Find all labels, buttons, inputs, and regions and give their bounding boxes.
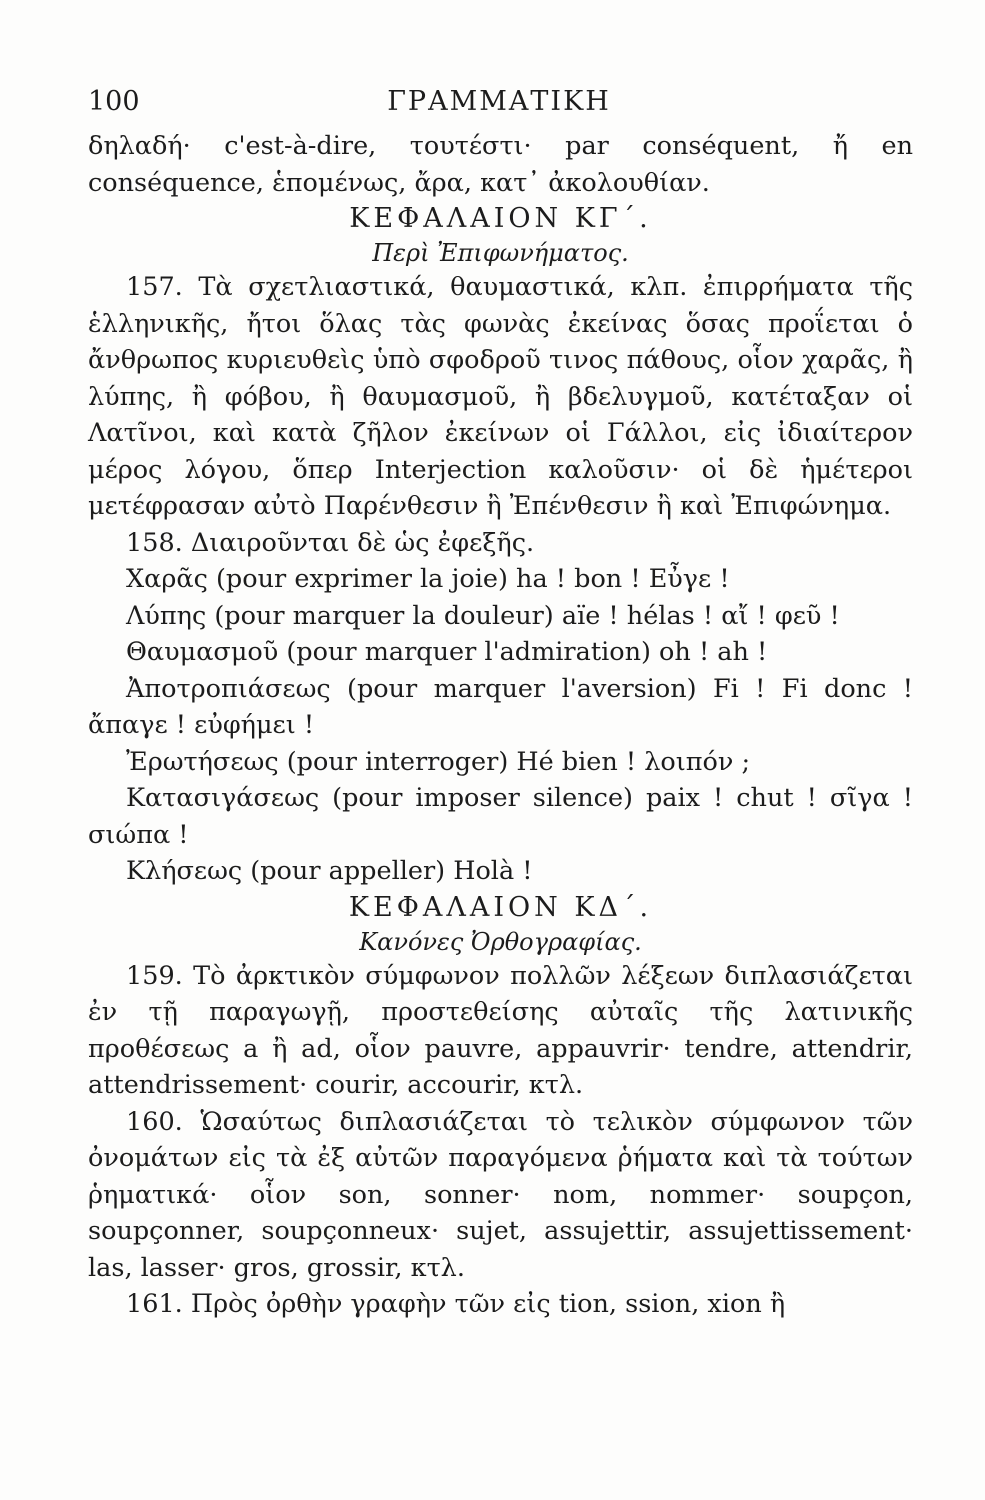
paragraph-157: 157. Τὰ σχετλιαστικά, θαυμαστικά, κλπ. ἐπιρρήματα τῆς ἑλληνικῆς, ἤτοι ὅλας τὰς φωνὰς ἐκείνας ὅσας προΐεται ὁ ἄνθρωπος κυριευθεὶς ὑπὸ σφοδροῦ τινος πάθους, οἷον χαρᾶς, ἢ λύπης, ἢ φόβου, ἢ θαυμασμοῦ, ἢ βδελυγμοῦ, κατέταξαν οἱ Λατῖνοι, καὶ κατὰ ζῆλον ἐκείνων οἱ Γάλλοι, εἰς ἰδιαίτερον μέρος λόγου, ὅπερ Interjection καλοῦσιν· οἱ δὲ ἡμέτεροι μετέφρασαν αὐτὸ Παρένθεσιν ἢ Ἐπένθεσιν ἢ καὶ Ἐπιφώνημα.	[88, 272, 913, 521]
chapter-subtitle: Κανόνες Ὀρθογραφίας.	[359, 927, 642, 956]
chapter-title: ΚΕΦΑΛΑΙΟΝ ΚΔ΄.	[348, 891, 653, 923]
interjection-silence: Κατασιγάσεως (pour imposer silence) paix ! chut ! σῖγα ! σιώπα !	[88, 783, 913, 850]
paragraph-161: 161. Πρὸς ὀρθὴν γραφὴν τῶν εἰς tion, ssion, xion ἢ	[126, 1289, 786, 1319]
page-number: 100	[88, 86, 140, 117]
paragraph-159: 159. Τὸ ἀρκτικὸν σύμφωνον πολλῶν λέξεων διπλασιάζεται ἐν τῇ παραγωγῇ, προστεθείσης αὐταῖς τῆς λατινικῆς προθέσεως a ἢ ad, οἷον pauvre, appauvrir· tendre, attendrir, attendrissement· courir, accourir, κτλ.	[88, 960, 913, 1100]
page-body	[88, 128, 913, 1323]
paragraph-160: 160. Ὡσαύτως διπλασιάζεται τὸ τελικὸν σύμφωνον τῶν ὀνομάτων εἰς τὰ ἐξ αὐτῶν παραγόμενα ῥήματα καὶ τὰ τούτων ῥηματικά· οἷον son, sonner· nom, nommer· soupçon, soupçonner, soupçonneux· sujet, assujettir, assujettissement· las, lasser· gros, grossir, κτλ.	[88, 1106, 913, 1283]
interjection-call: Κλήσεως (pour appeller) Holà !	[126, 856, 533, 886]
interjection-question: Ἐρωτήσεως (pour interroger) Hé bien ! λοιπόν ;	[126, 746, 751, 777]
interjection-pain: Λύπης (pour marquer la douleur) aïe ! hélas ! αἴ ! φεῦ !	[126, 600, 840, 631]
interjection-admiration: Θαυμασμοῦ (pour marquer l'admiration) oh ! ah !	[126, 637, 768, 667]
page-header	[88, 86, 910, 126]
interjection-joy: Χαρᾶς (pour exprimer la joie) ha ! bon ! Εὖγε !	[126, 564, 730, 594]
chapter-subtitle: Περὶ Ἐπιφωνήματος.	[372, 239, 629, 267]
chapter-title: ΚΕΦΑΛΑΙΟΝ ΚΓ΄.	[349, 203, 652, 234]
running-title: ΓΡΑΜΜΑΤΙΚΗ	[387, 86, 611, 117]
interjection-aversion: Ἀποτροπιάσεως (pour marquer l'aversion) Fi ! Fi donc ! ἄπαγε ! εὐφήμει !	[88, 673, 913, 740]
paragraph-158: 158. Διαιροῦνται δὲ ὡς ἐφεξῆς.	[126, 527, 535, 558]
intro-paragraph: δηλαδή· c'est-à-dire, τουτέστι· par conséquent, ἤ en conséquence, ἑπομένως, ἄρα, κατ᾽ ἀκολουθίαν.	[88, 131, 913, 198]
